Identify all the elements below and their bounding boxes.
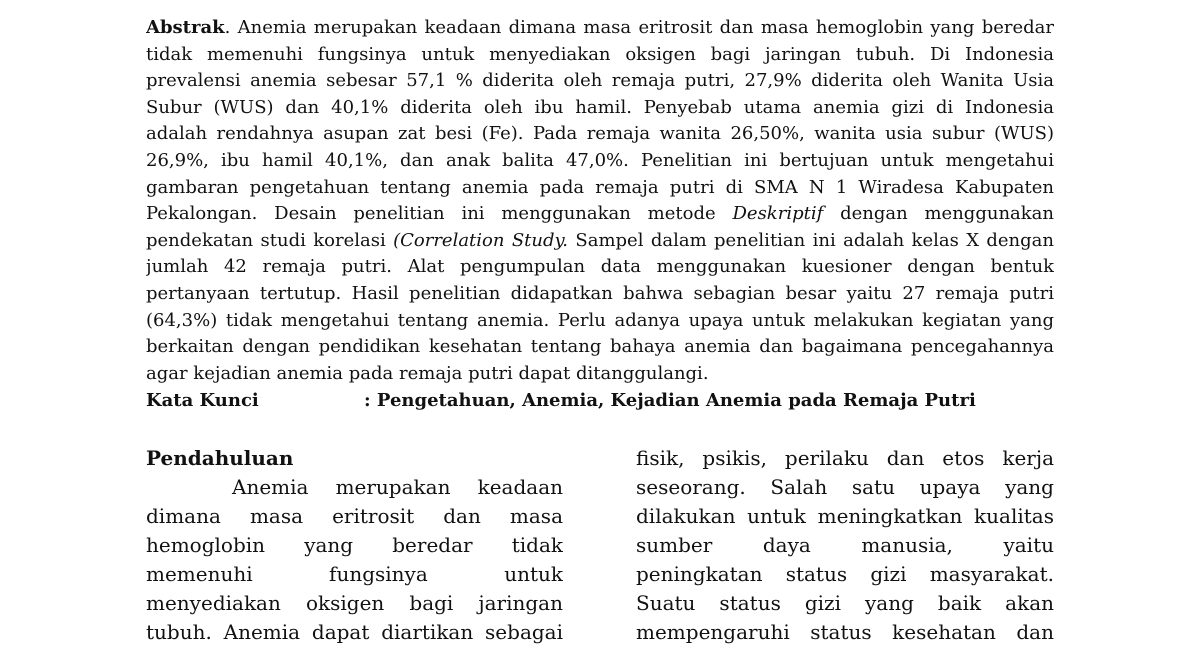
abstract-line: Abstrak. Anemia merupakan keadaan dimana masa eritrosit dan masa hemoglobin yang beredar [146,17,1054,38]
body-line: peningkatan status gizi masyarakat. [636,562,1054,586]
body-line: seseorang. Salah satu upaya yang [636,475,1054,499]
abstract-line: gambaran pengetahuan tentang anemia pada remaja putri di SMA N 1 Wiradesa Kabupaten [146,176,1054,198]
body-line: sumber daya manusia, yaitu [636,533,1054,557]
abstract-line: prevalensi anemia sebesar 57,1 % diderita oleh remaja putri, 27,9% diderita oleh Wanita Usia [146,70,1054,92]
abstract-line: pertanyaan tertutup. Hasil penelitian didapatkan bahwa sebagian besar yaitu 27 remaja putri [146,282,1054,304]
abstract-line: jumlah 42 remaja putri. Alat pengumpulan data menggunakan kuesioner dengan bentuk [146,256,1054,278]
body-line: memenuhi fungsinya untuk [146,562,563,586]
body-line: fisik, psikis, perilaku dan etos kerja [636,446,1054,470]
section-heading: Pendahuluan [146,446,294,470]
abstract-line: agar kejadian anemia pada remaja putri dapat ditanggulangi. [146,362,709,384]
intro-right-column [636,444,1054,647]
abstract-line: 26,9%, ibu hamil 40,1%, dan anak balita 47,0%. Penelitian ini bertujuan untuk mengetahui [146,149,1054,171]
body-line: Suatu status gizi yang baik akan [636,591,1054,615]
abstract-line: adalah rendahnya asupan zat besi (Fe). Pada remaja wanita 26,50%, wanita usia subur (WUS) [146,123,1054,145]
body-line: menyediakan oksigen bagi jaringan [146,591,563,615]
body-line: hemoglobin yang beredar tidak [146,533,563,557]
method-term: Deskriptif [732,203,824,225]
approach-term: (Correlation Study. [393,229,569,251]
abstract-line: berkaitan dengan pendidikan kesehatan tentang bahaya anemia dan bagaimana pencegahannya [146,336,1054,358]
keywords-label: Kata Kunci [146,390,259,411]
body-line: tubuh. Anemia dapat diartikan sebagai [146,620,563,644]
abstract-label: Abstrak [146,17,225,38]
body-line: dilakukan untuk meningkatkan kualitas [636,504,1054,528]
intro-left-column [146,444,563,647]
abstract-line: Pekalongan. Desain penelitian ini menggunakan metode Deskriptif dengan menggunakan [146,203,1054,225]
abstract-line: tidak memenuhi fungsinya untuk menyediakan oksigen bagi jaringan tubuh. Di Indonesia [146,43,1054,65]
abstract-line: (64,3%) tidak mengetahui tentang anemia. Perlu adanya upaya untuk melakukan kegiatan yang [146,309,1054,331]
body-line: mempengaruhi status kesehatan dan [636,620,1054,644]
abstract-line: pendekatan studi korelasi (Correlation Study. Sampel dalam penelitian ini adalah kelas X dengan [146,229,1054,251]
abstract-line: Subur (WUS) dan 40,1% diderita oleh ibu hamil. Penyebab utama anemia gizi di Indonesia [146,96,1054,118]
body-line: Anemia merupakan keadaan [232,475,563,499]
abstract-paragraph [146,15,1054,387]
body-line: dimana masa eritrosit dan masa [146,504,563,528]
keywords-value: : Pengetahuan, Anemia, Kejadian Anemia pada Remaja Putri [364,390,976,411]
